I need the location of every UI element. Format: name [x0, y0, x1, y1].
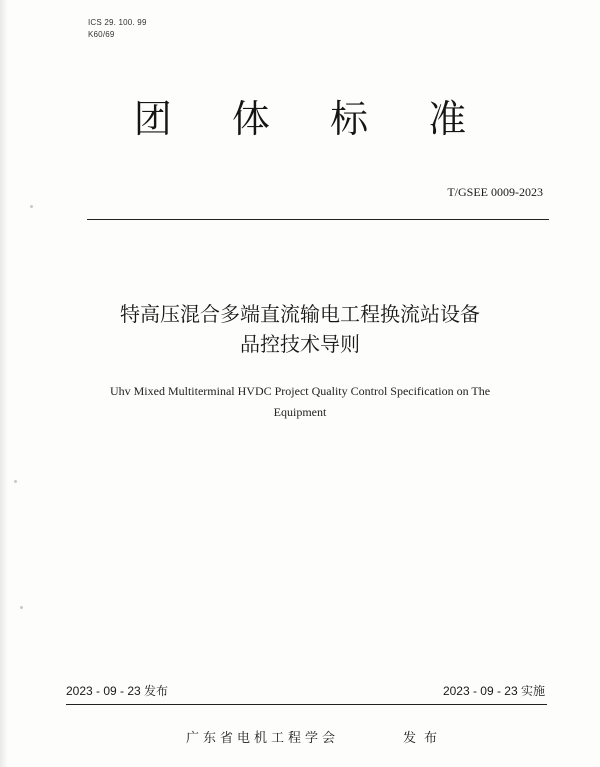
english-title: [0, 381, 600, 423]
publish-label: 发布: [403, 731, 446, 746]
doc-type-char-3: 标: [330, 97, 369, 141]
issue-date: 2023 - 09 - 23 发布: [66, 684, 169, 698]
doc-type-char-2: 体: [231, 97, 270, 141]
scan-speck: [30, 205, 33, 208]
ccs-code: K60/69: [88, 30, 115, 39]
doc-type-char-1: 团: [133, 97, 172, 141]
ics-code: ICS 29. 100. 99: [88, 18, 147, 27]
scan-speck: [14, 480, 17, 483]
scan-speck: [20, 606, 23, 609]
header-divider: [87, 219, 549, 220]
english-title-line-1: Uhv Mixed Multiterminal HVDC Project Quality Control Specification on The: [109, 384, 491, 398]
footer-divider: [66, 704, 547, 705]
document-number: T/GSEE 0009-2023: [447, 185, 543, 199]
english-title-line-2: Equipment: [273, 405, 327, 419]
document-type-heading: [0, 88, 600, 143]
chinese-title-line-2: 品控技术导则: [240, 332, 360, 356]
chinese-title-line-1: 特高压混合多端直流输电工程换流站设备: [120, 302, 480, 326]
implementation-date: 2023 - 09 - 23 实施: [442, 684, 545, 698]
chinese-title: [0, 299, 600, 359]
classification-codes: [88, 17, 147, 41]
doc-type-char-4: 准: [428, 97, 467, 141]
publisher-name: 广东省电机工程学会: [186, 731, 340, 746]
